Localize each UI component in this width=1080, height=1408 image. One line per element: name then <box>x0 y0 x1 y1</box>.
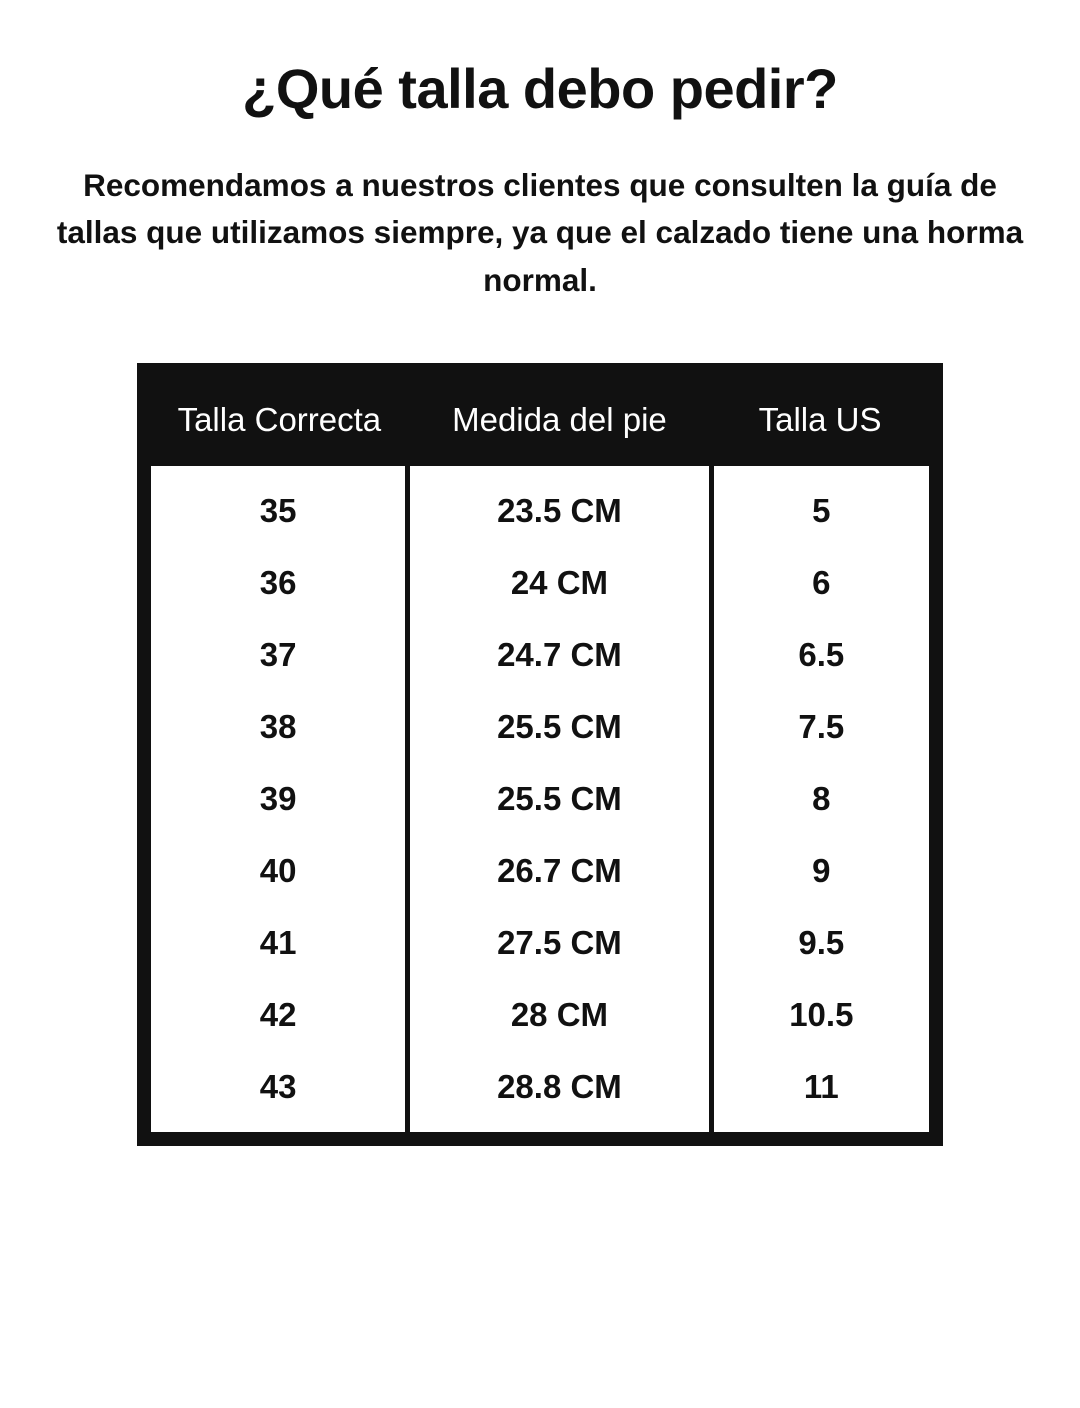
cell-medida-del-pie: 25.5 CM <box>408 763 711 835</box>
table-row <box>151 619 929 691</box>
cell-talla-correcta: 37 <box>151 619 408 691</box>
column-header-talla-us: Talla US <box>711 377 929 466</box>
cell-medida-del-pie: 28.8 CM <box>408 1051 711 1132</box>
cell-talla-us: 10.5 <box>711 979 929 1051</box>
column-header-medida-del-pie: Medida del pie <box>408 377 711 466</box>
size-chart-container <box>137 363 943 1146</box>
cell-talla-us: 6 <box>711 547 929 619</box>
cell-talla-correcta: 43 <box>151 1051 408 1132</box>
cell-medida-del-pie: 23.5 CM <box>408 466 711 547</box>
cell-talla-correcta: 40 <box>151 835 408 907</box>
cell-medida-del-pie: 24.7 CM <box>408 619 711 691</box>
cell-talla-us: 6.5 <box>711 619 929 691</box>
cell-talla-correcta: 36 <box>151 547 408 619</box>
cell-talla-correcta: 35 <box>151 466 408 547</box>
cell-talla-us: 7.5 <box>711 691 929 763</box>
cell-medida-del-pie: 28 CM <box>408 979 711 1051</box>
cell-talla-us: 9.5 <box>711 907 929 979</box>
cell-talla-correcta: 41 <box>151 907 408 979</box>
page-title: ¿Qué talla debo pedir? <box>242 57 838 120</box>
cell-talla-us: 5 <box>711 466 929 547</box>
table-row <box>151 691 929 763</box>
table-row <box>151 763 929 835</box>
cell-talla-us: 8 <box>711 763 929 835</box>
table-row <box>151 466 929 547</box>
cell-medida-del-pie: 24 CM <box>408 547 711 619</box>
size-chart-table <box>151 377 929 1132</box>
page-subtext: Recomendamos a nuestros clientes que consulten la guía de tallas que utilizamos siempre, ya que el calzado tiene una horma normal. <box>56 166 1024 299</box>
column-header-talla-correcta: Talla Correcta <box>151 377 408 466</box>
size-chart-head <box>151 377 929 466</box>
cell-medida-del-pie: 26.7 CM <box>408 835 711 907</box>
cell-medida-del-pie: 25.5 CM <box>408 691 711 763</box>
table-row <box>151 835 929 907</box>
size-chart-body <box>151 466 929 1132</box>
table-header-row <box>151 377 929 466</box>
cell-talla-correcta: 39 <box>151 763 408 835</box>
cell-talla-us: 11 <box>711 1051 929 1132</box>
cell-talla-correcta: 42 <box>151 979 408 1051</box>
cell-medida-del-pie: 27.5 CM <box>408 907 711 979</box>
table-row <box>151 547 929 619</box>
table-row <box>151 979 929 1051</box>
table-row <box>151 907 929 979</box>
size-guide-page <box>0 58 1080 1408</box>
cell-talla-correcta: 38 <box>151 691 408 763</box>
table-row <box>151 1051 929 1132</box>
cell-talla-us: 9 <box>711 835 929 907</box>
